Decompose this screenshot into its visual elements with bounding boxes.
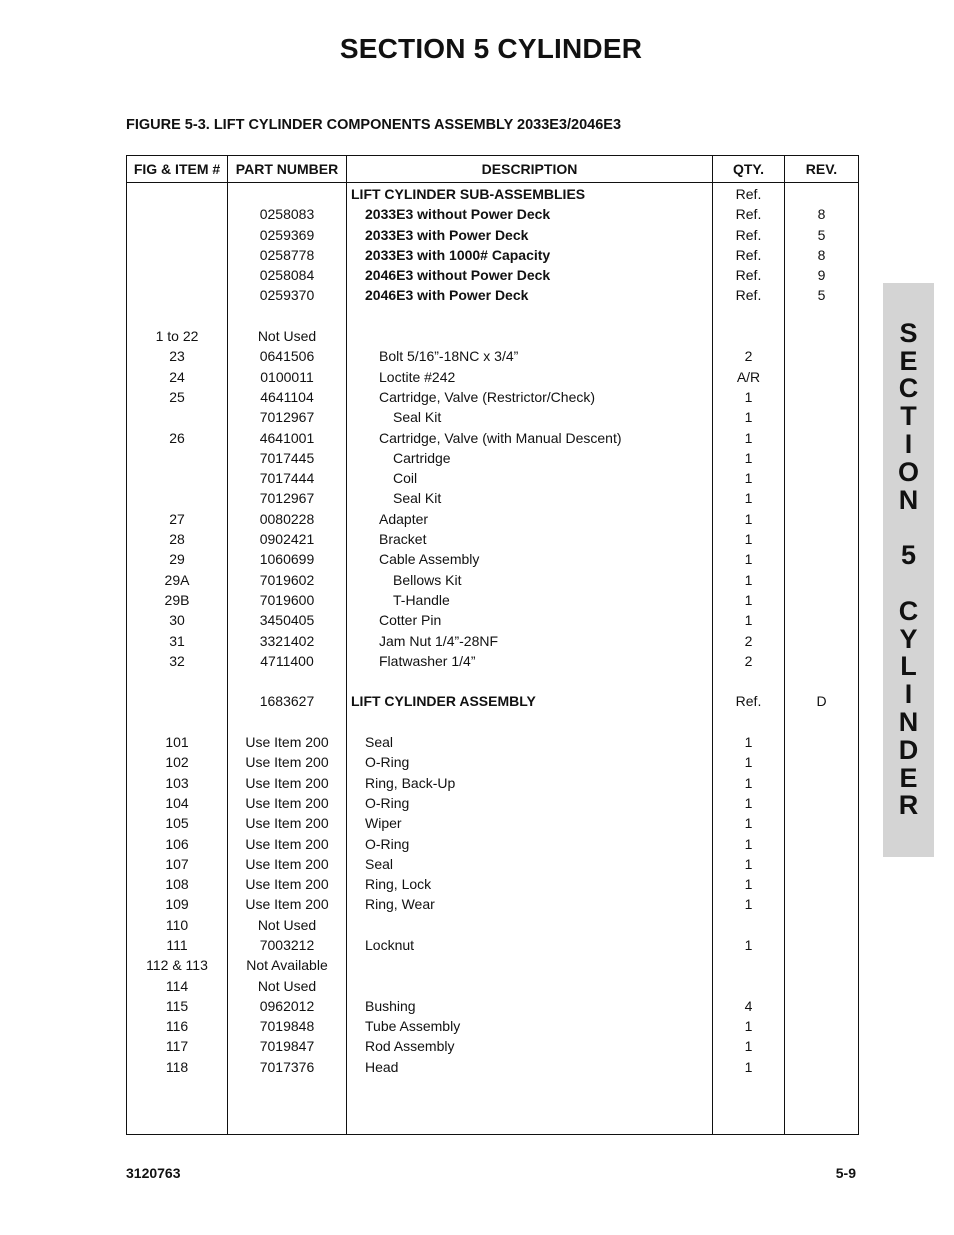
cell-qty: 1 [744, 815, 753, 832]
cell-rev [785, 874, 858, 894]
cell-qty: 1 [744, 835, 753, 852]
cell-rev [785, 428, 858, 448]
cell-description: Bolt 5/16”-18NC x 3/4” [379, 348, 519, 365]
cell-fig-item [127, 712, 227, 732]
cell-fig-item: 114 [165, 977, 189, 994]
cell-fig-item: 25 [169, 388, 185, 405]
cell-fig-item [127, 184, 227, 204]
cell-part-number: 3321402 [259, 632, 315, 649]
cell-description: Locknut [365, 936, 415, 953]
cell-qty [713, 326, 784, 346]
cell-fig-item [127, 245, 227, 265]
cell-description: 2046E3 with Power Deck [365, 287, 529, 304]
cell-rev [785, 448, 858, 468]
cell-fig-item: 29 [169, 551, 185, 568]
cell-qty: 1 [744, 754, 753, 771]
cell-description [347, 955, 712, 975]
cell-rev [785, 529, 858, 549]
cell-description: Seal Kit [393, 409, 442, 426]
cell-fig-item: 27 [169, 510, 185, 527]
side-tab-letter: Y [899, 623, 918, 654]
cell-qty [713, 671, 784, 691]
cell-part-number: Use Item 200 [245, 794, 329, 811]
cell-description: LIFT CYLINDER SUB-ASSEMBLIES [351, 186, 586, 202]
cell-qty: Ref. [735, 287, 762, 304]
cell-part-number: 7019847 [259, 1038, 315, 1055]
cell-part-number: 7017444 [259, 470, 315, 487]
header-description: DESCRIPTION [347, 156, 713, 183]
cell-part-number: Use Item 200 [245, 896, 329, 913]
cell-qty: 1 [744, 876, 753, 893]
cell-qty: Ref. [735, 226, 762, 243]
column-qty [713, 183, 785, 1135]
cell-fig-item: 102 [165, 754, 189, 771]
cell-rev [785, 570, 858, 590]
cell-fig-item: 110 [165, 916, 189, 933]
cell-rev [785, 712, 858, 732]
cell-qty: 1 [744, 612, 753, 629]
cell-fig-item: 116 [165, 1018, 189, 1035]
cell-part-number: Not Used [257, 916, 317, 933]
side-tab-letter: S [899, 317, 918, 348]
cell-qty [713, 976, 784, 996]
cell-fig-item: 1 to 22 [155, 328, 199, 345]
cell-rev [785, 631, 858, 651]
parts-table [126, 155, 859, 1135]
cell-fig-item: 111 [166, 936, 188, 953]
cell-description [347, 326, 712, 346]
side-tab-letter: O [897, 456, 919, 487]
cell-qty: 1 [744, 1018, 753, 1035]
cell-fig-item: 106 [165, 835, 189, 852]
cell-rev [785, 367, 858, 387]
cell-description [347, 976, 712, 996]
cell-qty: 1 [744, 429, 753, 446]
cell-rev [785, 1057, 858, 1077]
cell-qty: 1 [744, 1038, 753, 1055]
cell-fig-item: 104 [165, 794, 189, 811]
cell-rev [785, 326, 858, 346]
cell-description: Ring, Back-Up [365, 774, 456, 791]
cell-fig-item [127, 225, 227, 245]
cell-fig-item [127, 204, 227, 224]
cell-qty: 1 [744, 490, 753, 507]
cell-fig-item: 24 [169, 368, 185, 385]
cell-part-number: 3450405 [259, 612, 315, 629]
cell-part-number: 7019602 [259, 571, 315, 588]
cell-rev [785, 306, 858, 326]
cell-qty: 1 [744, 794, 753, 811]
side-tab-letter: C [898, 373, 919, 404]
cell-part-number: Use Item 200 [245, 815, 329, 832]
cell-rev [785, 184, 858, 204]
cell-part-number: 1060699 [259, 551, 315, 568]
side-tab-letter: E [899, 345, 918, 376]
cell-qty: 1 [744, 591, 753, 608]
cell-part-number: 7017445 [259, 449, 315, 466]
cell-rev: 8 [817, 246, 826, 263]
cell-qty: 1 [744, 855, 753, 872]
cell-fig-item: 31 [169, 632, 185, 649]
cell-part-number: 4711400 [260, 652, 314, 669]
cell-qty: 2 [744, 652, 753, 669]
cell-qty: Ref. [735, 246, 762, 263]
cell-part-number: 0258778 [259, 246, 315, 263]
side-tab-letter: C [898, 595, 919, 626]
cell-fig-item [127, 306, 227, 326]
cell-qty: 1 [744, 409, 753, 426]
cell-description: Head [365, 1058, 399, 1075]
cell-fig-item [127, 468, 227, 488]
cell-part-number: 0080228 [259, 510, 315, 527]
cell-rev [785, 549, 858, 569]
cell-rev [785, 488, 858, 508]
cell-qty: Ref. [735, 186, 762, 202]
cell-fig-item [127, 691, 227, 711]
cell-description [347, 712, 712, 732]
section-side-tab [883, 283, 934, 857]
cell-rev: 8 [817, 206, 826, 223]
side-tab-letter: L [900, 651, 917, 682]
cell-description: Cartridge, Valve (Restrictor/Check) [379, 388, 596, 405]
cell-part-number: 7012967 [259, 490, 315, 507]
cell-description: O-Ring [365, 835, 410, 852]
cell-part-number: Not Used [257, 977, 317, 994]
cell-qty: 1 [744, 510, 753, 527]
cell-part-number: 0641506 [259, 348, 315, 365]
cell-fig-item: 26 [169, 429, 185, 446]
cell-rev [785, 915, 858, 935]
cell-rev [785, 732, 858, 752]
side-tab-letter: E [899, 762, 918, 793]
table-header-row [127, 156, 859, 183]
cell-rev [785, 773, 858, 793]
cell-part-number: 0902421 [259, 531, 315, 548]
cell-qty: 1 [744, 551, 753, 568]
cell-qty: 1 [744, 774, 753, 791]
cell-part-number: 0258083 [259, 206, 315, 223]
cell-rev [785, 996, 858, 1016]
cell-part-number: Use Item 200 [245, 876, 329, 893]
cell-part-number: 7003212 [259, 936, 315, 953]
cell-part-number: 4641104 [260, 388, 314, 405]
cell-rev [785, 1036, 858, 1056]
cell-rev [785, 387, 858, 407]
cell-part-number: Not Used [257, 328, 317, 345]
cell-part-number: 4641001 [259, 429, 315, 446]
cell-description: 2033E3 without Power Deck [365, 206, 551, 223]
cell-rev [785, 976, 858, 996]
cell-description: Coil [393, 470, 418, 487]
cell-qty: 1 [744, 449, 753, 466]
cell-description: Ring, Wear [365, 896, 435, 913]
cell-part-number: 0259370 [259, 287, 315, 304]
page-title: SECTION 5 CYLINDER [339, 33, 643, 64]
header-rev: REV. [785, 156, 859, 183]
cell-qty: 1 [744, 936, 753, 953]
column-part-number [228, 183, 347, 1135]
cell-description: Seal [365, 855, 394, 872]
side-tab-letter: I [904, 429, 913, 460]
column-fig-item [127, 183, 228, 1135]
cell-qty: 2 [744, 632, 753, 649]
figure-title: FIGURE 5-3. LIFT CYLINDER COMPONENTS ASSEMBLY 2033E3/2046E3 [126, 117, 622, 133]
column-rev [785, 183, 859, 1135]
cell-rev [785, 752, 858, 772]
cell-part-number: 7012967 [259, 409, 315, 426]
cell-part-number [228, 184, 346, 204]
cell-rev [785, 955, 858, 975]
cell-part-number: Not Available [246, 957, 328, 974]
cell-rev [785, 834, 858, 854]
cell-rev [785, 468, 858, 488]
cell-qty [713, 306, 784, 326]
cell-description [347, 915, 712, 935]
cell-fig-item: 28 [169, 531, 185, 548]
cell-description: T-Handle [393, 591, 450, 608]
cell-description: Bushing [365, 997, 416, 1014]
cell-qty: 2 [744, 348, 753, 365]
cell-description: O-Ring [365, 794, 410, 811]
cell-description: 2046E3 without Power Deck [365, 267, 551, 284]
cell-rev: 9 [817, 267, 826, 284]
header-part-number: PART NUMBER [228, 156, 347, 183]
cell-description: Cartridge, Valve (with Manual Descent) [379, 429, 622, 446]
side-tab-letter: I [904, 679, 913, 710]
cell-fig-item [127, 671, 227, 691]
cell-part-number [228, 306, 346, 326]
cell-part-number: 0259369 [259, 226, 315, 243]
cell-rev [785, 854, 858, 874]
cell-fig-item: 29B [164, 591, 190, 608]
cell-description [347, 306, 712, 326]
cell-description: Ring, Lock [365, 876, 432, 893]
cell-qty: 1 [744, 896, 753, 913]
doc-number: 3120763 [126, 1165, 181, 1181]
cell-qty [713, 955, 784, 975]
cell-part-number: Use Item 200 [245, 734, 329, 751]
cell-fig-item: 23 [169, 348, 185, 365]
cell-qty: 1 [744, 470, 753, 487]
cell-description [347, 671, 712, 691]
cell-fig-item: 30 [169, 612, 185, 629]
cell-description: Flatwasher 1/4” [379, 652, 476, 669]
cell-rev [785, 894, 858, 914]
cell-description: Bracket [379, 531, 427, 548]
cell-rev [785, 813, 858, 833]
cell-qty: Ref. [735, 206, 762, 223]
cell-fig-item: 109 [165, 896, 189, 913]
cell-part-number: 1683627 [259, 693, 315, 710]
cell-fig-item [127, 285, 227, 305]
cell-rev [785, 610, 858, 630]
cell-rev [785, 671, 858, 691]
cell-fig-item: 108 [165, 876, 189, 893]
cell-fig-item [127, 407, 227, 427]
cell-qty: 1 [744, 388, 753, 405]
cell-rev [785, 651, 858, 671]
cell-part-number: 7017376 [259, 1058, 315, 1075]
column-description [347, 183, 713, 1135]
cell-rev [785, 407, 858, 427]
cell-description: Loctite #242 [379, 368, 456, 385]
cell-part-number [228, 712, 346, 732]
cell-qty: 4 [744, 997, 753, 1014]
cell-qty [713, 712, 784, 732]
cell-description: Bellows Kit [393, 571, 462, 588]
cell-part-number: Use Item 200 [245, 754, 329, 771]
side-tab-letter: N [898, 484, 919, 515]
cell-description: Rod Assembly [365, 1038, 455, 1055]
cell-qty: Ref. [735, 693, 762, 710]
cell-part-number: 0962012 [259, 997, 315, 1014]
side-tab-letter: T [900, 401, 917, 432]
cell-fig-item [127, 448, 227, 468]
cell-rev [785, 346, 858, 366]
cell-description: Cotter Pin [379, 612, 442, 629]
cell-description: Wiper [365, 815, 402, 832]
cell-rev: 5 [817, 226, 826, 243]
cell-fig-item: 32 [169, 652, 185, 669]
cell-description: Jam Nut 1/4”-28NF [379, 632, 499, 649]
cell-description: Adapter [379, 510, 429, 527]
cell-rev: 5 [817, 287, 826, 304]
cell-rev [785, 509, 858, 529]
side-tab-letter: R [898, 790, 919, 821]
header-fig-item: FIG & ITEM # [127, 156, 228, 183]
cell-description: 2033E3 with 1000# Capacity [365, 246, 551, 263]
cell-part-number: Use Item 200 [245, 774, 329, 791]
cell-fig-item: 115 [165, 997, 189, 1014]
cell-description: O-Ring [365, 754, 410, 771]
cell-qty: 1 [744, 531, 753, 548]
cell-rev [785, 1016, 858, 1036]
side-tab-letter: 5 [900, 540, 917, 571]
cell-rev [785, 590, 858, 610]
cell-fig-item: 118 [165, 1058, 189, 1075]
cell-qty: Ref. [735, 267, 762, 284]
cell-qty [713, 915, 784, 935]
cell-part-number: 0258084 [259, 267, 315, 284]
cell-fig-item: 112 & 113 [146, 957, 208, 974]
cell-description: Tube Assembly [365, 1018, 461, 1035]
cell-description: Cable Assembly [379, 551, 480, 568]
table-body-row [127, 183, 859, 1135]
cell-qty: 1 [744, 734, 753, 751]
cell-part-number [228, 671, 346, 691]
cell-fig-item: 117 [165, 1038, 189, 1055]
cell-part-number: 0100011 [260, 368, 314, 385]
cell-fig-item [127, 265, 227, 285]
cell-description: Seal Kit [393, 490, 442, 507]
cell-description: 2033E3 with Power Deck [365, 226, 529, 243]
cell-part-number: 7019848 [259, 1018, 315, 1035]
cell-rev [785, 935, 858, 955]
cell-qty: 1 [744, 571, 753, 588]
cell-part-number: Use Item 200 [245, 855, 329, 872]
cell-rev [785, 793, 858, 813]
cell-part-number: Use Item 200 [245, 835, 329, 852]
cell-fig-item [127, 488, 227, 508]
cell-fig-item: 29A [164, 571, 190, 588]
side-tab-letter: D [898, 734, 919, 765]
cell-fig-item: 101 [165, 734, 189, 751]
cell-fig-item: 107 [165, 855, 189, 872]
cell-fig-item: 103 [165, 774, 189, 791]
page-number: 5-9 [835, 1165, 856, 1181]
header-qty: QTY. [713, 156, 785, 183]
cell-fig-item: 105 [165, 815, 189, 832]
cell-description: Cartridge [393, 449, 451, 466]
cell-qty: A/R [736, 368, 761, 385]
cell-description: LIFT CYLINDER ASSEMBLY [351, 693, 536, 710]
cell-rev: D [816, 693, 827, 710]
side-tab-letter: N [898, 706, 919, 737]
cell-qty: 1 [744, 1058, 753, 1075]
cell-description: Seal [365, 734, 394, 751]
cell-part-number: 7019600 [259, 591, 315, 608]
